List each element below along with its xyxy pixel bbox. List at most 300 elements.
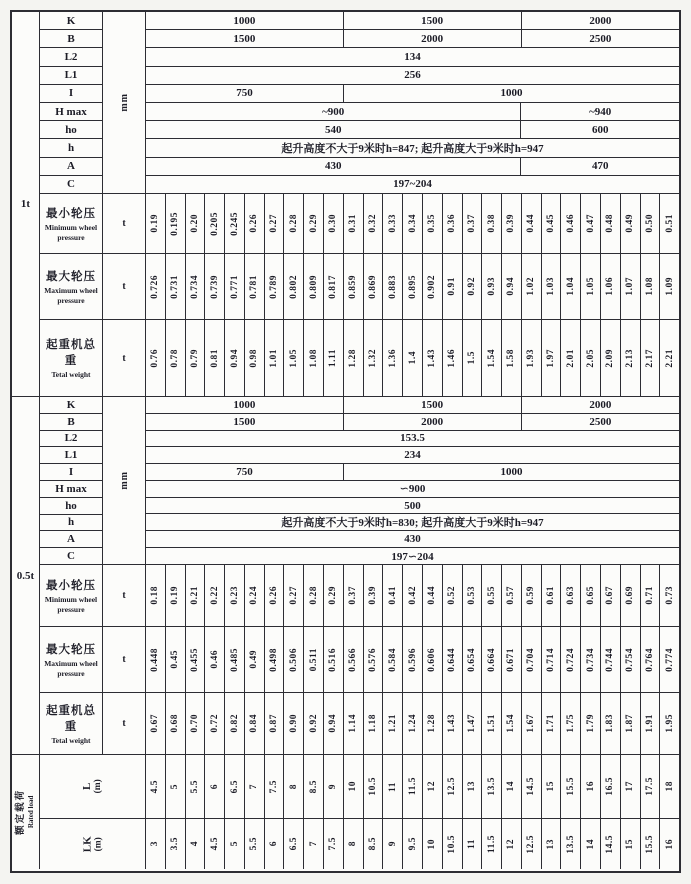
cell-value: 0.44 [526,214,537,233]
value-cell [185,320,205,396]
cell-value: 1.87 [625,714,636,733]
cell-value: 0.448 [150,647,161,672]
value-cell [402,627,422,692]
value-cell [442,693,462,754]
spec-span-cell [343,30,521,47]
unit-t-cell [102,565,145,626]
value-cell [323,693,343,754]
value-cell [442,254,462,319]
value-cell [402,194,422,253]
value-cell [521,254,541,319]
cell-value: 1.05 [585,277,596,296]
value-cell [402,819,422,869]
cell-value: 16 [585,781,596,792]
label-cn: 最小轮压 [46,208,96,221]
spec-row-C [146,547,679,564]
spec-block-05t [12,396,679,754]
cell-value: 0.45 [170,650,181,669]
spec-row-A [146,530,679,547]
cell-value: 0.883 [387,274,398,299]
cell-value: 0.27 [288,586,299,605]
cell-value: 18 [664,781,675,792]
cell-value: 0.644 [447,647,458,672]
value-cell [422,194,442,253]
cell-value: 0.37 [466,214,477,233]
value-cell [283,819,303,869]
row-label-h: h [40,514,102,531]
unit-mm: mm [118,471,130,490]
value-cell [323,819,343,869]
value-cell [501,254,521,319]
cell-value: 1.28 [427,714,438,733]
value-cell [659,627,679,692]
value-cell [541,693,561,754]
spec-row-L1 [146,446,679,463]
value-cell [264,693,284,754]
cell-value: 2.09 [605,348,616,368]
spec-span-cell [146,414,343,430]
value-cell [462,693,482,754]
value-cell [363,755,383,818]
cell-value: 0.94 [506,277,517,296]
cell-value: 14.5 [526,777,537,796]
label-LK-unit: (m) [93,836,104,852]
unit-t: t [122,352,126,364]
cell-value: 0.61 [546,586,557,605]
value-cell [323,254,343,319]
value-cell [442,819,462,869]
spec-span-cell [146,548,679,564]
value-cell [501,755,521,818]
cell-value: 4.5 [150,779,161,794]
spec-span-cell [146,67,679,84]
value-cell [283,627,303,692]
unit-mm-cell [102,397,145,564]
spec-span-cell [146,103,520,120]
cell-value: 6 [209,783,220,790]
value-cell [501,627,521,692]
value-cell [343,194,363,253]
value-cell [640,819,660,869]
value-cell [560,693,580,754]
unit-t: t [122,718,126,729]
cell-value: 1.93 [526,348,537,368]
cell-value: 0.92 [308,714,319,733]
cell-value: 0.44 [427,586,438,605]
cell-value: 0.52 [447,586,458,605]
cell-value: 10.5 [367,777,378,796]
value-cell [382,320,402,396]
cell-value: 1.67 [526,714,537,733]
row-label-L1: L1 [40,446,102,463]
label-cn: 起重机总重 [46,339,96,368]
cell-value: 3.5 [170,837,181,851]
spec-span-cell [521,12,679,29]
spec-row-L2 [146,47,679,65]
spec-span-value: 1000 [233,398,256,411]
spec-span-value: ~940 [589,105,612,118]
cell-value: 0.606 [427,647,438,672]
cell-value: 1.06 [605,277,616,296]
value-cell [303,819,323,869]
value-cell [224,819,244,869]
cell-value: 0.744 [605,647,616,672]
cell-value: 0.704 [526,647,537,672]
label-cn: 最大轮压 [46,271,96,284]
cell-value: 0.87 [269,714,280,733]
cell-value: 0.38 [486,214,497,233]
value-cell [560,627,580,692]
row-label-Hmax: H max [40,102,102,120]
unit-t-cell [102,627,145,692]
value-cell [640,627,660,692]
spec-row-Hmax [146,480,679,497]
cell-value: 17.5 [644,777,655,796]
cell-value: 11.5 [486,834,497,854]
cell-value: 10 [348,781,359,792]
spec-span-value: 430 [404,533,421,546]
value-cell [146,627,165,692]
cell-value: 0.51 [664,214,675,233]
value-cell [244,565,264,626]
cell-value: 8.5 [367,837,378,851]
row-label-ho: ho [40,120,102,138]
cell-value: 0.802 [288,274,299,299]
spec-span-value: 2000 [589,14,612,27]
value-cell [283,320,303,396]
spec-span-value: 1500 [233,32,256,45]
cell-value: 0.90 [288,714,299,733]
value-cell [146,565,165,626]
cell-value: 0.29 [328,586,339,605]
cell-value: 1.07 [625,277,636,296]
rated-load-en: Rated load [27,795,36,829]
value-cell [146,194,165,253]
cell-value: 1.14 [348,714,359,733]
value-cell [541,819,561,869]
value-cell [462,819,482,869]
value-cell [244,320,264,396]
spec-span-value: 2000 [421,415,444,428]
value-cell [204,320,224,396]
min-wheel-pressure-values-1t [145,194,679,253]
cell-value: 0.45 [546,214,557,233]
value-cell [382,254,402,319]
cell-value: 0.29 [308,214,319,233]
value-cell [659,194,679,253]
cell-value: 0.902 [427,274,438,299]
value-cell [422,320,442,396]
value-cell [303,627,323,692]
value-cell [244,755,264,818]
cell-value: 0.205 [209,211,220,236]
spec-span-value: 1000 [500,87,523,100]
cell-value: 1.83 [605,714,616,733]
value-cell [620,755,640,818]
label-en: Tetal weight [51,735,91,745]
spec-span-value: 2500 [589,32,612,45]
spec-span-cell [146,447,679,463]
cell-value: 0.84 [249,714,260,733]
cell-value: 4.5 [209,837,220,851]
value-cell [659,320,679,396]
spec-row-ho [146,497,679,514]
cell-value: 0.27 [269,214,280,233]
spec-span-value: ∽900 [399,483,426,496]
label-en: Maximum wheel pressure [44,286,98,305]
row-label-L2: L2 [40,47,102,65]
cell-value: 0.82 [229,714,240,733]
spec-span-value: 1500 [233,415,256,428]
cell-value: 11 [387,781,398,792]
value-cell [244,819,264,869]
cell-value: 0.511 [308,647,319,672]
row-label-K: K [66,14,76,27]
value-cell [462,565,482,626]
spec-span-cell [146,464,343,480]
cell-value: 0.49 [249,650,260,669]
value-cell [580,627,600,692]
cell-value: 0.754 [625,647,636,672]
value-cell [659,819,679,869]
cell-value: 0.26 [249,214,260,233]
value-cell [343,755,363,818]
value-cell [501,565,521,626]
label-en: Minimum wheel pressure [44,595,98,614]
rated-load-group-label [12,755,40,869]
value-cell [600,819,620,869]
value-cell [640,254,660,319]
cell-value: 1.71 [546,714,557,733]
span-L-label [40,755,145,818]
value-cell [303,565,323,626]
cell-value: 0.55 [486,586,497,605]
spec-row-h [146,513,679,530]
cell-value: 16 [664,838,675,850]
min-wheel-pressure-row-05t [40,564,679,626]
cell-value: 1.43 [427,348,438,368]
value-cell [382,755,402,818]
cell-value: 1.58 [506,348,517,368]
spec-span-value: 500 [404,499,421,512]
cell-value: 0.81 [209,348,220,368]
value-cell [580,755,600,818]
value-cell [640,565,660,626]
cell-value: 1.95 [664,714,675,733]
value-cell [422,627,442,692]
spec-span-cell [146,498,679,514]
value-cell [363,320,383,396]
cell-value: 0.26 [269,586,280,605]
min-wheel-pressure-label [40,565,102,626]
spec-span-cell [146,531,679,547]
spec-row-I [146,84,679,102]
span-LK-label [40,819,145,869]
cell-value: 0.93 [486,277,497,296]
row-label-K: K [66,398,76,411]
cell-value: 0.70 [189,714,200,733]
span-L-row [40,755,679,818]
value-cell [481,254,501,319]
cell-value: 4 [189,841,200,847]
row-label-A: A [40,530,102,547]
cell-value: 0.21 [189,586,200,605]
value-cell [343,565,363,626]
cell-value: 0.654 [466,647,477,672]
cell-value: 0.455 [189,647,200,672]
cell-value: 1.75 [565,714,576,733]
cell-value: 1.08 [308,348,319,368]
value-cell [402,565,422,626]
spec-span-value: 1500 [421,398,444,411]
cell-value: 2.13 [625,348,636,368]
label-en: Tetal weight [51,370,91,380]
row-label-h: h [40,138,102,156]
cell-value: 0.72 [209,714,220,733]
value-cell [146,819,165,869]
value-cell [165,194,185,253]
cell-value: 0.28 [308,586,319,605]
row-label-B: B [40,29,102,47]
value-cell [560,565,580,626]
total-weight-label [40,320,102,396]
cell-value: 1.11 [328,348,339,368]
cell-value: 1.54 [486,348,497,368]
spec-span-cell [146,481,679,497]
value-cell [659,755,679,818]
row-label-Hmax: H max [40,480,102,497]
row-label-C: C [40,547,102,564]
spec-span-cell [343,85,679,102]
unit-t: t [122,654,126,665]
spec-span-value: 234 [404,449,421,462]
max-wheel-pressure-row-1t [40,253,679,319]
spec-row-K [146,397,679,413]
value-cell [620,627,640,692]
value-cell [363,819,383,869]
spec-span-value: 2500 [589,415,612,428]
value-cell [363,693,383,754]
spec-span-cell [146,48,679,65]
value-cell [363,627,383,692]
value-cell [264,194,284,253]
value-cell [640,194,660,253]
cell-value: 1.18 [367,714,378,733]
value-cell [402,320,422,396]
cell-value: 0.92 [466,277,477,296]
value-cell [363,254,383,319]
value-cell [244,254,264,319]
value-cell [600,565,620,626]
value-cell [363,194,383,253]
value-cell [521,693,541,754]
value-cell [600,627,620,692]
value-cell [560,755,580,818]
spec-span-cell [521,414,679,430]
value-cell [501,320,521,396]
cell-value: 1.08 [644,277,655,296]
label-en: Maximum wheel pressure [44,659,98,678]
min-wheel-pressure-row-1t [40,193,679,253]
spec-span-value: 2000 [421,32,444,45]
cell-value: 8 [348,841,359,847]
value-cell [146,693,165,754]
span-LK-row [40,818,679,869]
max-wheel-pressure-values-1t [145,254,679,319]
value-cell [323,194,343,253]
cell-value: 0.22 [209,586,220,605]
value-cell [264,755,284,818]
value-cell [422,755,442,818]
value-cell [481,320,501,396]
cell-value: 1.24 [407,714,418,733]
value-cell [264,627,284,692]
max-wheel-pressure-label [40,627,102,692]
value-cell [620,254,640,319]
cell-value: 3 [150,841,161,847]
cell-value: 0.59 [526,586,537,605]
value-cell [303,693,323,754]
spec-row-h [146,138,679,156]
cell-value: 1.43 [447,714,458,733]
cell-value: 0.91 [447,277,458,296]
value-cell [402,693,422,754]
value-cell [323,565,343,626]
value-cell [323,627,343,692]
dimension-labels-1t [40,12,102,193]
spec-span-value: 430 [324,160,342,173]
row-label-ho: ho [40,497,102,514]
cell-value: 0.726 [150,274,161,299]
cell-value: 1.51 [486,714,497,733]
row-label-I: I [40,84,102,102]
value-cell [521,320,541,396]
unit-t: t [122,218,126,229]
cell-value: 1.03 [546,277,557,296]
cell-value: 0.98 [249,348,260,368]
value-cell [620,693,640,754]
cell-value: 16.5 [605,777,616,796]
unit-mm: mm [118,93,130,112]
value-cell [185,627,205,692]
span-L-values [145,755,679,818]
total-weight-row-05t [40,692,679,754]
spec-span-cell [146,85,343,102]
cell-value: 1.04 [565,277,576,296]
cell-value: 0.67 [605,586,616,605]
spec-span-value: ~900 [322,105,345,118]
value-cell [560,194,580,253]
value-cell [462,627,482,692]
cell-value: 1.09 [664,277,675,296]
unit-t: t [122,590,126,601]
value-cell [283,755,303,818]
value-cell [224,755,244,818]
cell-value: 0.39 [506,214,517,233]
value-cell [165,627,185,692]
cell-value: 6.5 [229,779,240,794]
spec-row-L1 [146,66,679,84]
value-cell [481,819,501,869]
cell-value: 13 [546,838,557,850]
cell-value: 6 [269,841,280,847]
cell-value: 0.714 [546,647,557,672]
cell-value: 0.37 [348,586,359,605]
value-cell [264,320,284,396]
cell-value: 0.46 [209,650,220,669]
value-cell [244,693,264,754]
cell-value: 1.4 [407,351,418,365]
